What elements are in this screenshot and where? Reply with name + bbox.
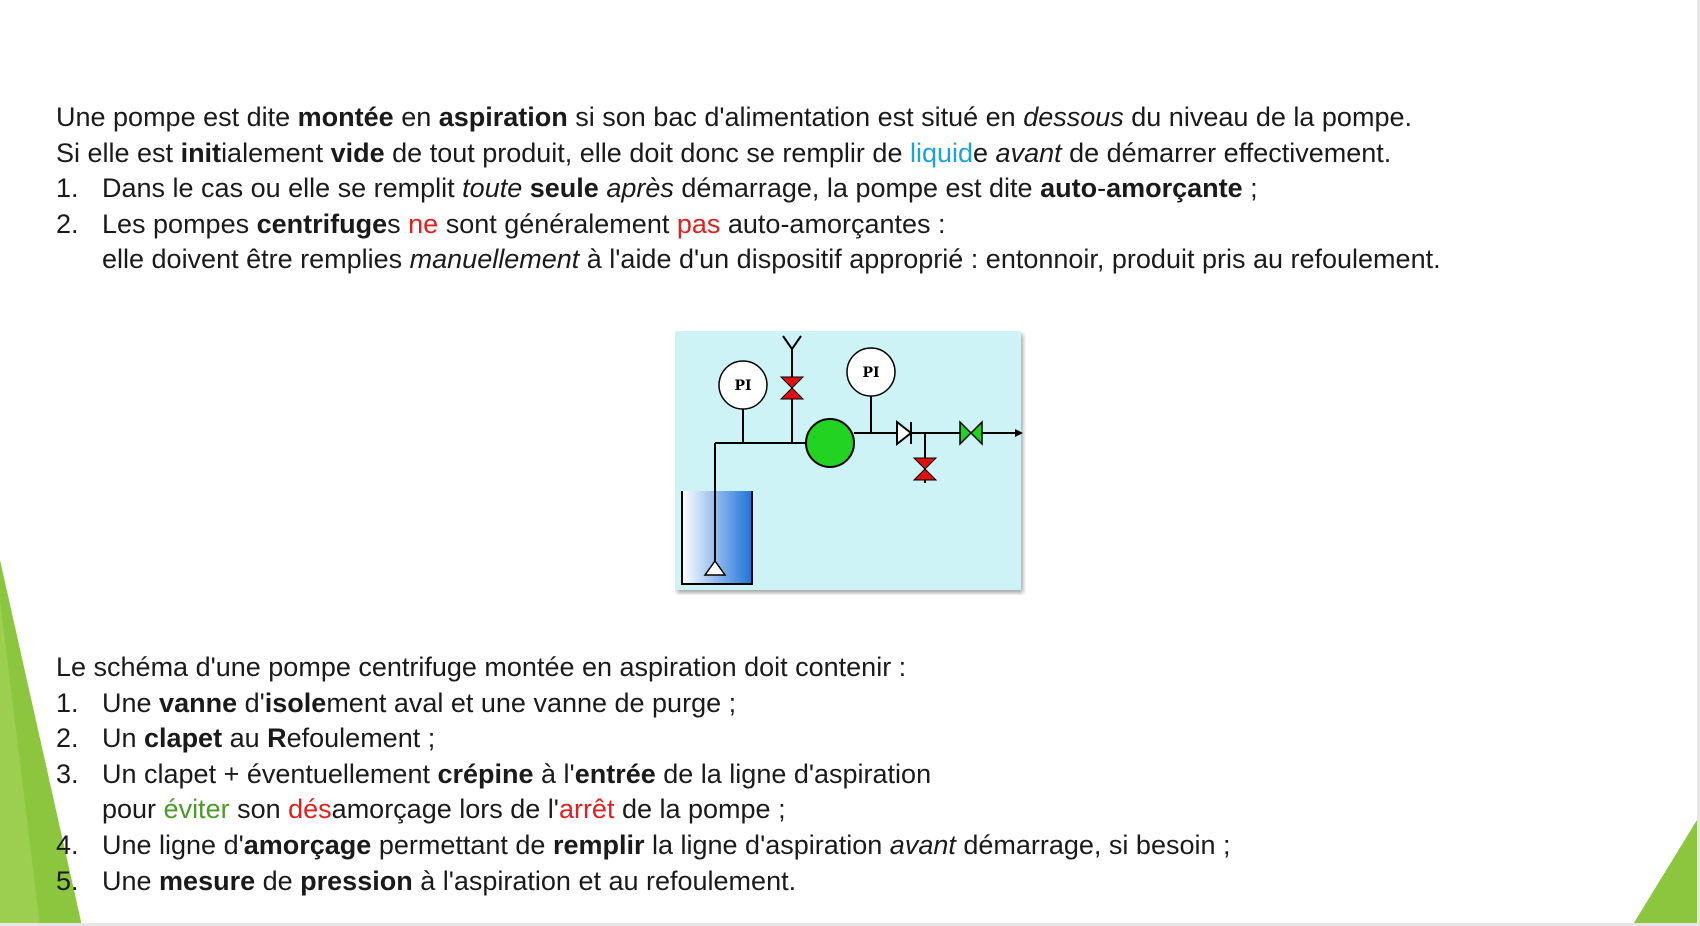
text-run: en — [393, 102, 439, 132]
list-number: 2. — [56, 208, 79, 239]
schema-lead — [56, 650, 1231, 686]
text-run: efoulement ; — [286, 723, 436, 754]
pump-diagram — [675, 331, 1026, 595]
schema-list-item-3-continuation — [56, 792, 1231, 828]
text-run: entrée — [574, 758, 656, 789]
schema-list-item-5 — [56, 864, 1231, 900]
list-item-text — [102, 723, 435, 753]
text-run: manuellement — [409, 244, 580, 275]
text-run: centrifuge — [256, 208, 388, 239]
text-run: si son bac d'alimentation est situé en — [567, 102, 1024, 132]
text-run: après — [606, 173, 674, 204]
text-run: pour — [102, 794, 164, 825]
text-run: avant — [889, 829, 956, 860]
text-run: vide — [330, 137, 385, 168]
text-run: init — [180, 137, 222, 168]
text-run: - — [1097, 173, 1107, 204]
text-run: Les pompes — [102, 208, 257, 239]
intro-list-item-2-continuation — [56, 242, 1441, 278]
right-green-triangle — [1632, 815, 1700, 926]
text-run: au — [222, 723, 268, 754]
schema-text — [56, 650, 1231, 899]
text-run: d' — [237, 687, 265, 718]
list-item-text — [102, 173, 1258, 203]
text-run: ne — [408, 208, 439, 239]
text-run: arrêt — [558, 794, 615, 825]
text-run: mesure — [159, 865, 256, 896]
intro-line-2 — [56, 136, 1441, 172]
text-run: avant — [995, 137, 1062, 168]
text-run: ; — [1242, 173, 1258, 204]
intro-list-item-1 — [56, 171, 1441, 207]
text-run — [522, 173, 530, 203]
text-run: à l'aide d'un dispositif approprié : entonnoir, produit pris au refoulement. — [579, 244, 1441, 275]
text-run: amorçage — [243, 829, 372, 860]
text-run: amorçante — [1106, 173, 1243, 204]
list-number: 4. — [56, 829, 79, 860]
list-item-text — [102, 688, 736, 718]
intro-text — [56, 100, 1441, 278]
text-run: amorçage lors de l' — [331, 794, 559, 825]
text-run: Un — [102, 723, 145, 754]
text-run: à l'aspiration et au refoulement. — [412, 865, 797, 896]
text-run: démarrage, la pompe est dite — [673, 173, 1041, 204]
text-run: auto-amorçantes : — [720, 208, 946, 239]
list-item-text — [102, 866, 796, 896]
text-run: remplir — [552, 829, 645, 860]
list-item-text — [102, 209, 946, 239]
text-run: seule — [529, 173, 599, 204]
schema-list-item-4 — [56, 828, 1231, 864]
text-run: e — [973, 137, 996, 168]
list-number: 3. — [56, 758, 79, 789]
text-run: démarrage, si besoin ; — [955, 829, 1231, 860]
text-run: Dans le cas ou elle se remplit — [102, 173, 463, 204]
list-number: 2. — [56, 723, 79, 754]
text-run: son — [229, 794, 289, 825]
text-run: éviter — [163, 794, 230, 825]
text-run: de la ligne d'aspiration — [655, 758, 932, 789]
text-run: Un clapet + éventuellement — [102, 758, 438, 789]
schema-list-item-3 — [56, 757, 1231, 793]
schema-list-item-1 — [56, 686, 1231, 722]
text-run: pression — [300, 865, 413, 896]
text-run: de — [255, 865, 301, 896]
text-run: du niveau de la pompe. — [1123, 102, 1412, 132]
text-run: ment aval et une vanne de purge ; — [326, 687, 737, 718]
text-run: crépine — [437, 758, 534, 789]
text-run: de tout produit, elle doit donc se remplir de — [384, 137, 910, 168]
text-run: R — [267, 723, 287, 754]
list-item-text — [102, 830, 1231, 860]
text-run: toute — [462, 173, 523, 204]
text-run: Si elle est — [56, 137, 181, 168]
text-run: s — [387, 208, 409, 239]
text-run: pas — [676, 208, 721, 239]
text-run: Une — [102, 865, 160, 896]
text-run: sont généralement — [438, 208, 677, 239]
text-run: la ligne d'aspiration — [644, 829, 890, 860]
intro-line-1 — [56, 100, 1441, 136]
text-run: isole — [264, 687, 327, 718]
list-item-text — [102, 759, 931, 789]
centrifugal-pump — [806, 419, 854, 467]
pi-label-left: PI — [734, 378, 752, 394]
text-run: vanne — [159, 687, 238, 718]
text-run: auto — [1040, 173, 1098, 204]
text-run: dessous — [1023, 102, 1124, 132]
text-run: aspiration — [438, 102, 568, 132]
list-number: 5. — [56, 865, 79, 896]
text-run: Une — [102, 687, 160, 718]
text-run: liquid — [909, 137, 974, 168]
text-run: de la pompe ; — [614, 794, 786, 825]
text-run: dés — [288, 794, 332, 825]
text-run: ialement — [221, 137, 331, 168]
list-number: 1. — [56, 687, 79, 718]
text-run: permettant de — [371, 829, 553, 860]
text-run: Une pompe est dite — [56, 102, 298, 132]
text-run: Le schéma d'une pompe centrifuge montée en aspiration doit contenir : — [56, 652, 907, 682]
list-number: 1. — [56, 173, 79, 204]
intro-list-item-2 — [56, 207, 1441, 243]
pi-label-right: PI — [862, 365, 880, 381]
schema-list-item-2 — [56, 721, 1231, 757]
text-run: à l' — [533, 758, 575, 789]
text-run: Une ligne d' — [102, 829, 244, 860]
text-run: de démarrer effectivement. — [1061, 137, 1392, 168]
text-run: montée — [297, 102, 394, 132]
text-run: elle doivent être remplies — [102, 244, 410, 275]
text-run: clapet — [144, 723, 223, 754]
